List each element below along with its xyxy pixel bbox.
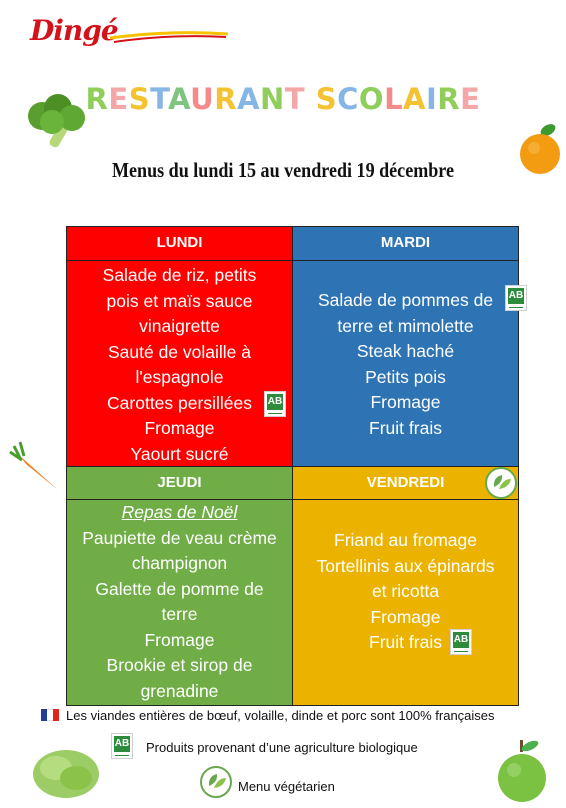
title-letter: T	[284, 82, 306, 116]
title-letter: R	[437, 82, 461, 116]
menu-item: Fromage	[370, 606, 441, 627]
ab-organic-logo-icon: AB	[264, 391, 286, 417]
carrot-icon	[6, 440, 62, 496]
menu-item: vinaigrette	[139, 316, 220, 336]
menu-item: terre et mimolette	[337, 315, 474, 336]
title-letter: A	[237, 82, 261, 116]
menu-item: terre	[161, 604, 198, 624]
vegetarian-leaf-icon	[485, 467, 517, 499]
ab-organic-logo-icon: AB	[505, 285, 527, 311]
title-letter: T	[150, 82, 169, 116]
title-letter: L	[384, 82, 404, 116]
legend-vegetarian: Menu végétarien	[238, 779, 335, 794]
lettuce-icon	[30, 738, 102, 802]
apple-icon	[494, 738, 550, 804]
french-flag-icon	[41, 709, 59, 721]
vegetarian-leaf-icon	[200, 766, 232, 798]
ab-organic-logo-icon: AB	[111, 733, 133, 759]
menu-item: Sauté de volaille à	[107, 341, 252, 362]
menu-item: Petits pois	[365, 366, 446, 387]
title-letter: A	[168, 82, 191, 116]
menu-item: Yaourt sucré	[130, 443, 229, 464]
special-meal-label: Repas de Noël	[121, 502, 238, 522]
menu-item: Salade de riz, petits	[102, 265, 257, 285]
title-letter: U	[190, 82, 215, 116]
logo-swoosh-icon	[110, 28, 230, 48]
menu-item: Fromage	[144, 629, 215, 650]
menu-item: Galette de pomme de	[95, 578, 264, 599]
title-letter: E	[108, 82, 129, 116]
menu-item: l'espagnole	[135, 367, 224, 387]
title-letter: S	[315, 82, 338, 116]
ab-organic-logo-icon: AB	[450, 629, 472, 655]
menu-item: et ricotta	[371, 581, 440, 601]
menu-item: Fromage	[144, 418, 215, 438]
menu-item: Salade de pommes de	[317, 290, 494, 310]
menu-item: Fruit frais	[369, 417, 442, 438]
title-letter: R	[85, 82, 109, 116]
title-letter: E	[460, 82, 481, 116]
menu-item: Carottes persillées	[107, 392, 252, 413]
title-letter: R	[214, 82, 238, 116]
page-title	[0, 82, 566, 116]
day-menu-jeudi	[66, 499, 293, 706]
legend-organic: Produits provenant d’une agriculture biologique	[146, 740, 418, 755]
title-letter: S	[128, 82, 151, 116]
title-letter: A	[403, 82, 426, 116]
menu-item: Fromage	[370, 392, 441, 412]
legend-meat-origin: Les viandes entières de bœuf, volaille, dinde et porc sont 100% françaises	[66, 708, 495, 723]
day-menu-lundi	[66, 260, 293, 467]
menu-item: Paupiette de veau crème	[82, 527, 277, 548]
page-subtitle: Menus du lundi 15 au vendredi 19 décembre	[111, 158, 455, 182]
menu-item: Brookie et sirop de	[106, 655, 253, 675]
dinge-logo	[30, 14, 210, 54]
logo-text: Dingé	[30, 14, 118, 47]
menu-item: Steak haché	[356, 341, 455, 361]
menu-item: champignon	[131, 553, 228, 573]
day-menu-mardi	[292, 260, 519, 467]
menu-item: Fruit frais	[369, 632, 442, 652]
title-letter: O	[358, 82, 385, 116]
day-header-mardi: MARDI	[292, 226, 519, 261]
day-menu-vendredi	[292, 499, 519, 706]
menu-item: pois et maïs sauce	[106, 290, 253, 311]
title-letter	[305, 82, 316, 116]
menu-item: Tortellinis aux épinards	[316, 555, 495, 576]
day-header-vendredi: VENDREDI	[292, 466, 519, 500]
title-letter: I	[426, 82, 438, 116]
day-header-lundi: LUNDI	[66, 226, 293, 261]
menu-item: grenadine	[140, 680, 219, 701]
title-letter: C	[337, 82, 359, 116]
day-header-jeudi: JEUDI	[66, 466, 293, 500]
menu-item: Friand au fromage	[334, 530, 477, 550]
title-letter: N	[260, 82, 285, 116]
